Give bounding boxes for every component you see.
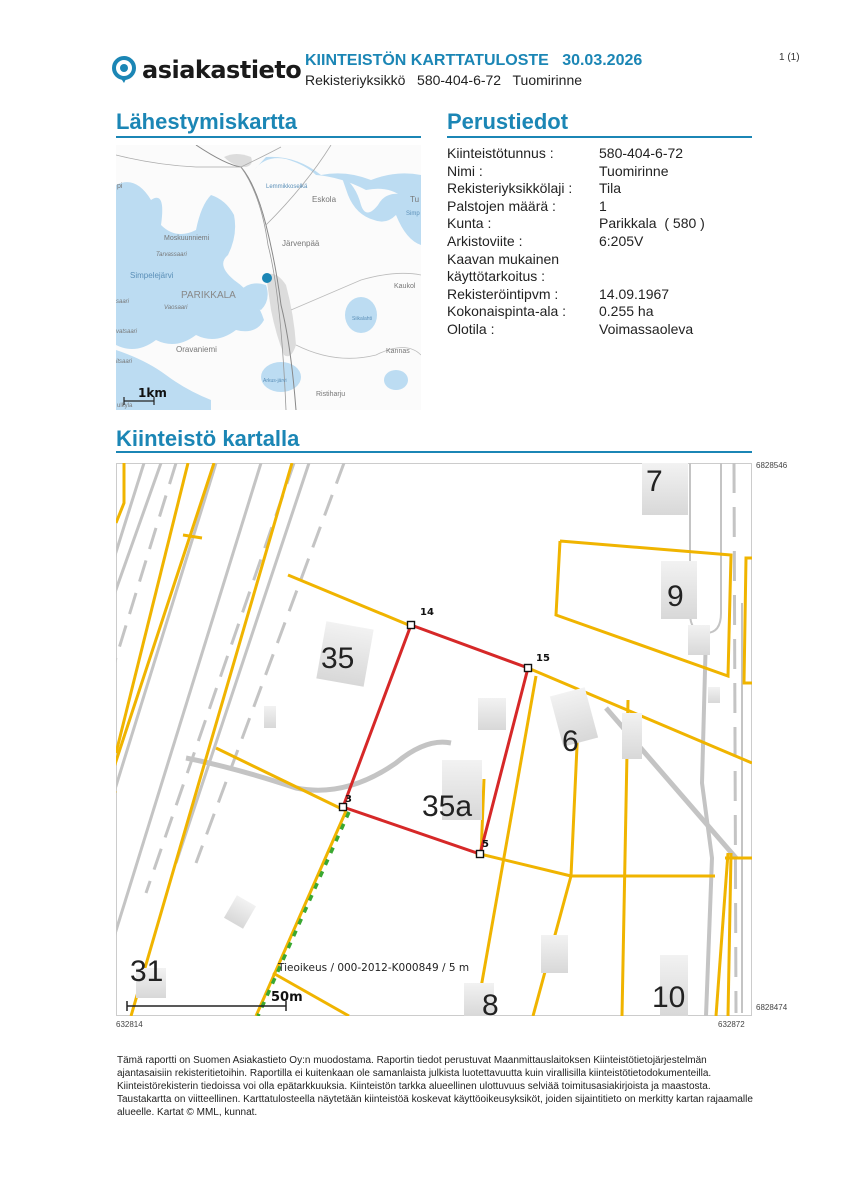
house-number: 7: [646, 465, 663, 498]
report-date: 30.03.2026: [562, 52, 643, 69]
info-row: [447, 321, 705, 339]
report-subtitle: [305, 72, 582, 88]
property-location-marker: [262, 273, 272, 283]
coord-west: 632814: [116, 1020, 143, 1029]
parcel-map[interactable]: [116, 463, 752, 1016]
coord-south: 6828474: [756, 1003, 788, 1012]
boundary-point-label: 15: [536, 653, 550, 664]
info-row: [447, 233, 705, 251]
info-label: Kiinteistötunnus :: [447, 145, 554, 161]
info-label: Arkistoviite :: [447, 232, 523, 249]
place-label: Simp: [406, 211, 420, 217]
boundary-point-label: 14: [420, 607, 434, 618]
place-label: Moskuunniemi: [164, 235, 210, 242]
place-label: Lemmikkoselkä: [266, 184, 308, 190]
basic-info-table: [447, 145, 705, 339]
house-number: 9: [667, 580, 684, 613]
house-number: 6: [562, 725, 579, 758]
building: [264, 706, 276, 728]
place-label: Arkus-järvi: [263, 378, 287, 384]
boundary-point-marker: [525, 665, 532, 672]
place-label: ulkyla: [117, 403, 133, 409]
place-label: Tu: [410, 195, 420, 204]
info-row: [447, 198, 705, 216]
building: [541, 935, 568, 973]
brand-logo: [112, 56, 301, 84]
building: [478, 698, 506, 730]
report-title: [305, 52, 642, 70]
easement-label: Tieoikeus / 000-2012-K000849 / 5 m: [278, 962, 470, 974]
house-number: 10: [652, 981, 686, 1014]
info-value: 0.255 ha: [599, 303, 654, 320]
info-row: [447, 180, 705, 198]
info-value: Tila: [599, 180, 622, 197]
page-number: 1 (1): [779, 52, 800, 63]
place-label: Kannas: [386, 348, 410, 355]
info-label: Nimi :: [447, 162, 483, 179]
location-pin-icon: [112, 56, 138, 84]
info-label: Kaavan mukainen: [447, 250, 560, 267]
parcel-map-title: Kiinteistö kartalla: [116, 426, 300, 451]
info-value: Tuomirinne: [599, 162, 669, 179]
building: [622, 713, 642, 759]
parcel-scale-label: 50m: [271, 990, 303, 1005]
info-row: [447, 268, 705, 286]
info-label: Rekisteröintipvm :: [447, 285, 559, 302]
place-label: saari: [116, 299, 130, 305]
place-label: vatsaari: [116, 329, 138, 335]
boundary-point-label: 3: [345, 794, 352, 805]
place-label-parikkala: PARIKKALA: [181, 290, 236, 301]
place-label: Eskola: [312, 195, 337, 204]
place-label: Simpelejärvi: [130, 271, 174, 280]
place-label: Ristiharju: [316, 391, 346, 398]
info-value: 580-404-6-72: [599, 145, 684, 161]
boundary-point-label: 5: [482, 839, 489, 850]
info-value: 6:205V: [599, 232, 644, 249]
place-label: Kaukol: [394, 283, 416, 290]
place-label: Vaosaari: [164, 305, 188, 311]
house-number: 31: [130, 955, 164, 988]
info-value: 14.09.1967: [599, 285, 670, 302]
unit-id: 580-404-6-72: [417, 72, 502, 88]
disclaimer-text: Tämä raportti on Suomen Asiakastieto Oy:n muodostama. Raportin tiedot perustuvat Maanmittauslaitoksen Kiinteistötietojärjestelmän ajantasaisiin rekisteritietoihin. Raportilla ei kuitenkaan ole samanlaista julkista luotettavuutta kuin virallisilla kiinteistötietodokumenteilla. Kiinteistörekisterin tiedoissa voi olla epätarkkuuksia. Kiinteistön tarkka alueellinen ulottuvuus selviää toimitusasiakirjoista ja maastosta. Taustakartta on viitteellinen. Karttatulosteella näytetään kiinteistöä koskevat käyttöoikeusyksiköt, joiden sijaintitieto on merkitty kartan rajaamalle alueelle. Kartat © MML, kunnat.: [117, 1055, 753, 1118]
overview-map[interactable]: [116, 145, 421, 410]
boundary-point-marker: [408, 622, 415, 629]
place-label: pi: [117, 183, 123, 190]
coord-north: 6828546: [756, 461, 788, 470]
info-label: Palstojen määrä :: [447, 197, 556, 214]
section-rule: [116, 451, 752, 453]
house-number: 35a: [422, 790, 473, 823]
info-row: [447, 163, 705, 181]
info-row: [447, 215, 705, 233]
overview-map-title: Lähestymiskartta: [116, 109, 297, 134]
section-rule: [116, 136, 421, 138]
info-row: [447, 303, 705, 321]
building: [708, 687, 720, 703]
info-value: 1: [599, 197, 607, 214]
lake-pond: [384, 370, 408, 390]
info-label: käyttötarkoitus :: [447, 268, 546, 285]
info-label: Rekisteriyksikkölaji :: [447, 180, 573, 197]
unit-name: Tuomirinne: [512, 72, 583, 88]
info-row: [447, 145, 705, 163]
section-rule: [447, 136, 752, 138]
place-label: Siikalahti: [352, 316, 373, 322]
info-label: Olotila :: [447, 320, 495, 337]
place-label: Oravaniemi: [176, 345, 217, 354]
place-label: Tarvassaari: [156, 252, 187, 258]
report-title-text: KIINTEISTÖN KARTTATULOSTE: [305, 52, 549, 69]
house-number: 8: [482, 989, 499, 1016]
lake-arkusjarvi: [261, 362, 301, 392]
place-label: itsaari: [116, 359, 133, 365]
place-label: Järvenpää: [282, 239, 320, 248]
info-row: [447, 286, 705, 304]
lake-siikalahti: [345, 297, 377, 333]
house-number: 35: [321, 642, 355, 675]
basic-info-title: Perustiedot: [447, 109, 569, 134]
coord-east: 632872: [718, 1020, 745, 1029]
info-label: Kokonaispinta-ala :: [447, 303, 567, 320]
info-row: [447, 251, 705, 269]
info-label: Kunta :: [447, 215, 492, 232]
info-value: Parikkala ( 580 ): [599, 215, 705, 232]
building: [688, 625, 710, 655]
unit-label: Rekisteriyksikkö: [305, 72, 406, 88]
boundary-point-marker: [477, 851, 484, 858]
overview-scale-label: 1km: [138, 386, 167, 400]
info-value: Voimassaoleva: [599, 320, 694, 337]
brand-name: asiakastieto: [142, 56, 302, 84]
